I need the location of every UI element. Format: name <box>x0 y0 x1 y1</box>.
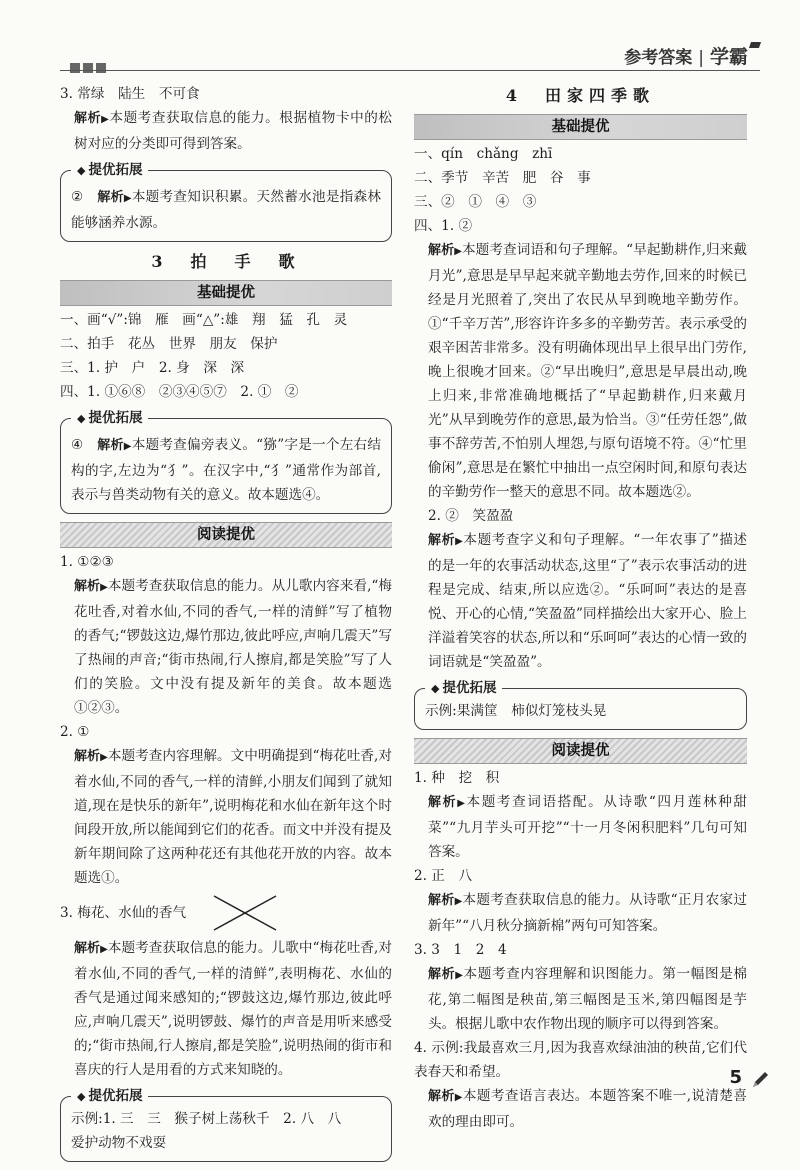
right-box-1 <box>414 680 747 730</box>
right-r4: 4. 示例:我最喜欢三月,因为我喜欢绿油油的秧苗,它们代表春天和希望。 <box>414 1040 747 1080</box>
left-l4: 四、1. ①⑥⑧ ②③④⑤⑦ 2. ① ② <box>60 384 299 400</box>
left-box3-line1: 示例:1. 三 三 猴子树上荡秋千 2. 八 八 <box>71 1111 342 1127</box>
left-r1: 1. ①②③ <box>60 554 114 570</box>
triangle-icon: ▶ <box>455 970 464 981</box>
right-box1-text: 示例:果满筐 柿似灯笼枝头晃 <box>425 703 607 719</box>
cap-icon <box>749 42 761 48</box>
header-sep: | <box>698 48 704 68</box>
box-title: ◆ 提优拓展 <box>425 678 502 699</box>
left-l1: 一、画“√”:锦 雁 画“△”:雄 翔 猛 孔 灵 <box>60 312 348 328</box>
right-l4: 四、1. ② <box>414 218 473 234</box>
pencil-icon <box>750 1070 770 1090</box>
box-title: ◆ 提优拓展 <box>71 160 148 181</box>
right-r2: 2. 正 八 <box>414 868 473 884</box>
left-r2-analysis: 解析▶本题考查内容理解。文中明确提到“梅花吐香,对着水仙,不同的香气,一样的清鲜,小朋友们闻到了就知道,现在是快乐的新年”,说明梅花和水仙在新年这个时间段开放,所以能闻到它们的花香。而文中并没有提及新年期间除了这两种花还有其他花开放的内容。故本题选①。 <box>74 748 392 886</box>
left-r3-row <box>60 890 392 936</box>
band-reading-right: 阅读提优 <box>414 738 747 764</box>
box-title: ◆ 提优拓展 <box>71 1086 148 1107</box>
right-r1: 1. 种 挖 积 <box>414 770 500 786</box>
box-title: ◆ 提优拓展 <box>71 408 148 429</box>
left-r3-analysis: 解析▶本题考查获取信息的能力。儿歌中“梅花吐香,对着水仙,不同的香气,一样的清鲜”,表明梅花、水仙的香气是通过闻来感知的;“锣鼓这边,爆竹那边,彼此呼应,声响几震天”,说明锣鼓、爆竹的声音是用听来感受的;“街市热闹,行人擦肩,都是笑脸”,说明热闹的街市和喜庆的行人是用看的方式来知晓的。 <box>74 940 392 1078</box>
right-r4-analysis: 解析▶本题考查语言表达。本题答案不唯一,说清楚喜欢的理由即可。 <box>428 1088 747 1130</box>
section-title-4: 4 田家四季歌 <box>505 86 656 105</box>
header-brand <box>624 42 760 69</box>
right-r3: 3. 3 1 2 4 <box>414 942 507 958</box>
right-l2: 二、季节 辛苦 肥 谷 事 <box>414 170 591 186</box>
left-box-2 <box>60 410 392 514</box>
chevron-icon: ◆ <box>77 1090 86 1103</box>
right-r2-analysis: 解析▶本题考查获取信息的能力。从诗歌“正月农家过新年”“八月秋分摘新棉”两句可知答案。 <box>428 892 747 934</box>
right-r3-analysis: 解析▶本题考查内容理解和识图能力。第一幅图是棉花,第二幅图是秧苗,第三幅图是玉米,第四幅图是芋头。根据儿歌中农作物出现的顺序可以得到答案。 <box>428 966 747 1032</box>
left-column <box>60 82 392 1170</box>
header-answers: 参考答案 <box>624 48 693 68</box>
left-box1-text: ② 解析▶本题考查知识积累。天然蓄水池是指森林能够涵养水源。 <box>71 189 381 231</box>
right-column <box>414 82 747 1134</box>
right-l3: 三、② ① ④ ③ <box>414 194 537 210</box>
header-squares <box>70 58 109 77</box>
right-a2-analysis: 解析▶本题考查字义和句子理解。“一年农事了”描述的是一年的农事活动状态,这里“了”表示农事活动的进程是完成、结束,所以应选②。“乐呵呵”表达的是喜悦、开心的心情,“笑盈盈”同样描绘出大家开心、脸上洋溢着笑容的状态,所以和“乐呵呵”表达的心情一致的词语就是“笑盈盈”。 <box>428 532 747 670</box>
header-logo: 学霸 <box>709 46 748 68</box>
triangle-icon: ▶ <box>454 1092 463 1103</box>
page-header <box>60 40 760 78</box>
triangle-icon: ▶ <box>454 896 463 907</box>
chevron-icon: ◆ <box>431 682 440 695</box>
band-basic-left: 基础提优 <box>60 280 392 306</box>
cross-lines-icon <box>210 892 280 934</box>
triangle-icon: ▶ <box>101 114 110 125</box>
left-box-1 <box>60 162 392 242</box>
left-r1-analysis: 解析▶本题考查获取信息的能力。从儿歌内容来看,“梅花吐香,对着水仙,不同的香气,一样的清鲜”写了植物的香气;“锣鼓这边,爆竹那边,彼此呼应,声响几震天”写了热闹的声音;“街市热闹,行人擦肩,都是笑脸”写了人们的笑脸。文中没有提及新年的美食。故本题选①②③。 <box>74 578 392 716</box>
chevron-icon: ◆ <box>77 164 86 177</box>
triangle-icon: ▶ <box>100 752 108 763</box>
section-title-3: 3 拍 手 歌 <box>151 252 301 271</box>
right-q2: 2. ② 笑盈盈 <box>428 508 514 524</box>
right-r1-analysis: 解析▶本题考查词语搭配。从诗歌“四月莲林种甜菜”“九月芋头可开挖”“十一月冬闲积肥料”几句可知答案。 <box>428 794 747 860</box>
left-r3: 3. 梅花、水仙的香气 <box>60 905 187 921</box>
band-basic-right: 基础提优 <box>414 114 747 140</box>
triangle-icon: ▶ <box>100 582 108 593</box>
left-q3: 3. 常绿 陆生 不可食 <box>60 86 200 102</box>
left-box3-line2: 爱护动物不戏耍 <box>71 1135 167 1151</box>
triangle-icon: ▶ <box>457 798 467 809</box>
triangle-icon: ▶ <box>455 536 464 547</box>
triangle-icon: ▶ <box>123 193 132 204</box>
right-l1: 一、qín chǎng zhī <box>414 146 553 162</box>
right-a1-analysis: 解析▶本题考查词语和句子理解。“早起勤耕作,归来戴月光”,意思是早早起来就辛勤地去劳作,回来的时候已经是月光照着了,突出了农民从早到晚地辛勤劳作。①“千辛万苦”,形容许许多多的辛勤劳苦。表示承受的艰辛困苦非常多。没有明确体现出早上很早出门劳作,晚上很晚才回来。②“早出晚归”,意思是早晨出动,晚上归来,非常准确地概括了“早起勤耕作,归来戴月光”从早到晚劳作的意思,最为恰当。③“任劳任怨”,做事不辞劳苦,不怕别人埋怨,与原句语境不符。④“忙里偷闲”,意思是在繁忙中抽出一点空闲时间,和原句表达的辛勤劳作一整天的意思不同。故本题选②。 <box>428 242 747 500</box>
triangle-icon: ▶ <box>454 246 462 257</box>
left-l3: 三、1. 护 户 2. 身 深 深 <box>60 360 245 376</box>
left-l2: 二、拍手 花丛 世界 朋友 保护 <box>60 336 278 352</box>
page-number: 5 <box>729 1067 742 1088</box>
left-box2-text: ④ 解析▶本题考查偏旁表义。“猕”字是一个左右结构的字,左边为“犭”。在汉字中,“犭”通常作为部首,表示与兽类动物有关的意义。故本题选④。 <box>71 437 381 503</box>
left-q3-analysis: 解析▶本题考查获取信息的能力。根据植物卡中的松树对应的分类即可得到答案。 <box>74 110 392 152</box>
triangle-icon: ▶ <box>123 441 132 452</box>
band-reading-left: 阅读提优 <box>60 522 392 548</box>
chevron-icon: ◆ <box>77 412 86 425</box>
header-rule <box>60 70 760 71</box>
triangle-icon: ▶ <box>100 944 108 955</box>
left-r2: 2. ① <box>60 724 90 740</box>
left-box-3 <box>60 1088 392 1162</box>
